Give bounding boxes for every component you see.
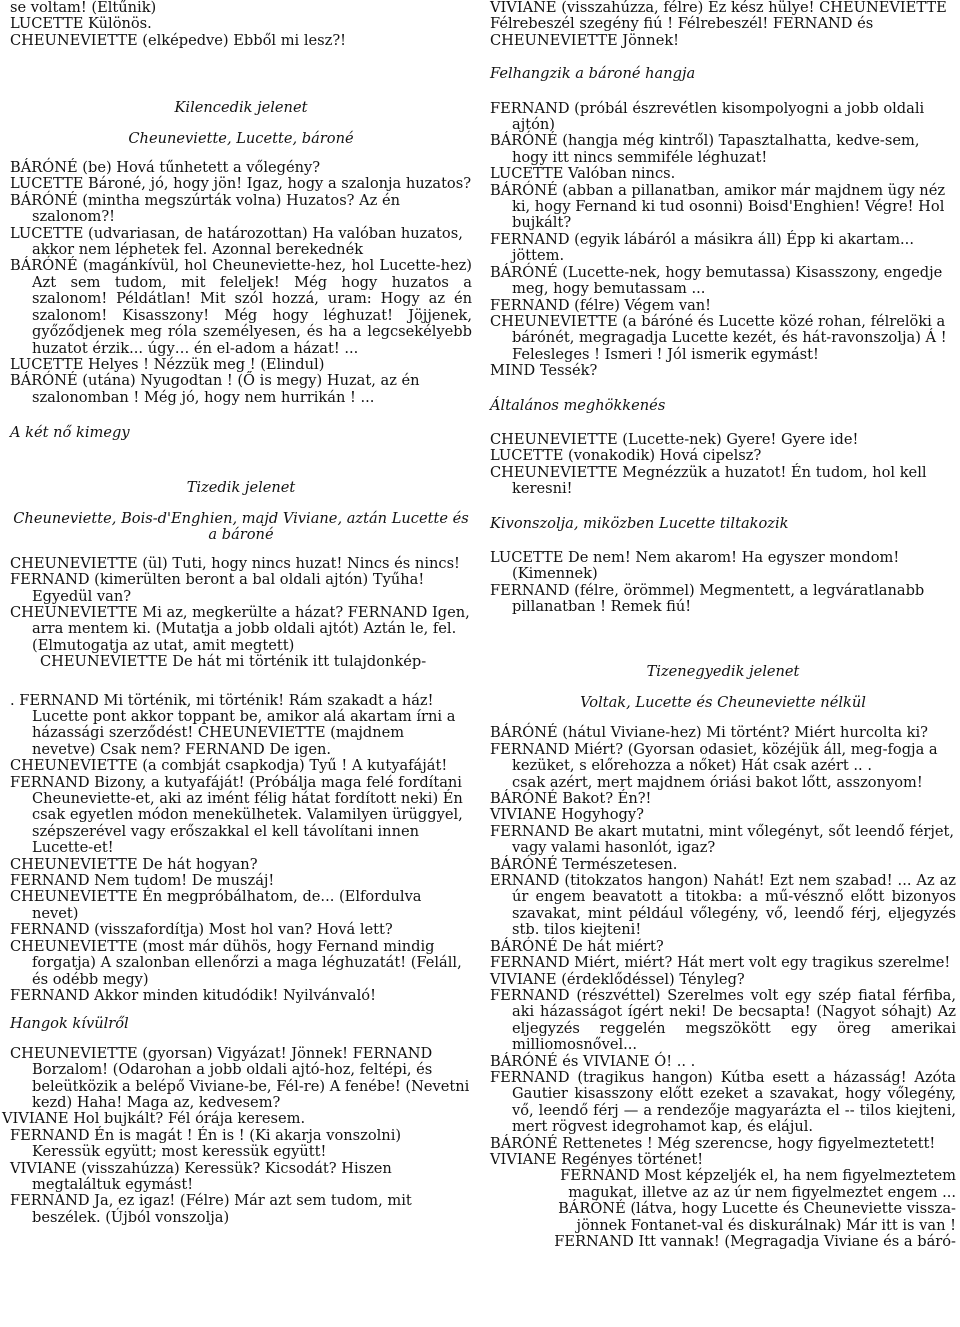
dialogue-line: LUCETTE De nem! Nem akarom! Ha egyszer mondom! (Kimennek) xyxy=(490,548,900,583)
stage-direction: Hangok kívülről xyxy=(10,1015,129,1033)
dialogue-line: CHEUNEVIETTE De hát mi történik itt tulajdonkép- xyxy=(40,653,427,671)
dialogue-line: CHEUNEVIETTE Én megpróbálhatom, de... (Elfordulva nevet) xyxy=(10,888,422,922)
dialogue-line: FERNAND Miért, miért? Hát mert volt egy tragikus szerelme! xyxy=(490,954,951,972)
dialogue-line: BÁRÓNÉ (hátul Viviane-hez) Mi történt? Miért hurcolta ki? xyxy=(490,724,928,742)
dialogue-line: FERNAND Miért? (Gyorsan odasiet, közéjük áll, meg-fogja a kezüket, s előrehozza a nőket) Hát csak azért .. . xyxy=(490,740,938,775)
scene-heading: Voltak, Lucette és Cheuneviette nélkül xyxy=(580,694,866,711)
dialogue-line: CHEUNEVIETTE (a combját csapkodja) Tyű ! A kutyafáját! xyxy=(10,757,448,775)
stage-direction: Felhangzik a bároné hangja xyxy=(490,65,696,83)
stage-direction: Általános meghökkenés xyxy=(490,396,666,414)
dialogue-line: FERNAND Én is magát ! Én is ! (Ki akarja vonszolni) Keressük együtt; most keressük együtt! xyxy=(10,1126,402,1161)
dialogue-line: LUCETTE (udvariasan, de határozottan) Ha valóban huzatos, akkor nem léphetek fel. Azonnal berekednék xyxy=(10,224,463,259)
dialogue-line: LUCETTE (vonakodik) Hová cipelsz? xyxy=(490,447,762,465)
dialogue-line: FERNAND Be akart mutatni, mint vőlegényt, sőt leendő férjet, vagy valami hasonlót, igaz? xyxy=(490,822,954,857)
scene-heading: Tizedik jelenet xyxy=(186,478,296,496)
dialogue-line: FERNAND Akkor minden kitudódik! Nyilvánvaló! xyxy=(10,986,376,1004)
dialogue-line: CHEUNEVIETTE (most már dühös, hogy Fernand mindig forgatja) A szalonban ellenőrzi a maga léghuzatát! (Feláll, és odébb megy) xyxy=(10,937,462,988)
dialogue-line: FERNAND (próbál észrevétlen kisompolyogni a jobb oldali ajtón) xyxy=(490,99,925,134)
stage-direction: Kivonszolja, miközben Lucette tiltakozik xyxy=(490,514,789,532)
dialogue-line: BÁRÓNÉ (hangja még kintről) Tapasztalhatta, kedve-sem, hogy itt nincs semmiféle léghuzat! xyxy=(490,132,920,166)
dialogue-line: CHEUNEVIETTE (elképedve) Ebből mi lesz?! xyxy=(10,31,347,49)
dialogue-line: BÁRÓNÉ (mintha megszúrták volna) Huzatos? Az én szalonom?! xyxy=(10,191,401,226)
dialogue-line: FERNAND (egyik lábáról a másikra áll) Épp ki akartam... jöttem. xyxy=(490,230,914,265)
dialogue-line: BÁRÓNÉ (be) Hová tűnhetett a vőlegény? xyxy=(10,159,321,177)
dialogue-line: csak azért, mert majdnem óriási bakot lőtt, asszonyom! xyxy=(512,773,923,791)
dialogue-line: CHEUNEVIETTE (gyorsan) Vigyázat! Jönnek! FERNAND Borzalom! (Odarohan a jobb oldali ajtó-hoz, feltépi, és beleütközik a belépő Viviane-be, Fél-re) A fenébe! (Nevetni kezd) Haha! Maga az, kedvesem? xyxy=(10,1044,470,1111)
dialogue-line: se voltam! (Eltűnik) xyxy=(10,0,157,16)
dialogue-line: LUCETTE Valóban nincs. xyxy=(490,165,676,183)
dialogue-line: VIVIANE Hogyhogy? xyxy=(490,806,644,824)
dialogue-line: BÁRÓNÉ Természetesen. xyxy=(490,855,678,873)
dialogue-line: FERNAND Bizony, a kutyafáját! (Próbálja maga felé fordítani Cheuneviette-et, aki az imént félig hátat fordított neki) Én csak egyetlen módon menekülhetek. Valamilyen ürüggyel, szépszerével vagy erőszakkal el kell távolítani innen Lucette-et! xyxy=(10,773,463,857)
dialogue-line: CHEUNEVIETTE (ül) Tuti, hogy nincs huzat! Nincs és nincs! xyxy=(10,554,460,572)
left-column xyxy=(2,0,472,1226)
dialogue-line: FERNAND (tragikus hangon) Kútba esett a házasság! Azóta Gautier kisasszony előtt ezeket a szavakat, hogy vőlegény, vő, leendő férj — a rendezője magyarázta el -- tilos kiejteni, mert rögvest idegrohamot kap, és elájul. xyxy=(490,1068,956,1136)
dialogue-line: FERNAND Ja, ez igaz! (Félre) Már azt sem tudom, mit beszélek. (Újból vonszolja) xyxy=(10,1192,412,1226)
dialogue-line: FERNAND (részvéttel) Szerelmes volt egy szép fiatal férfiba, aki házasságot ígért neki! De becsapta! (Nagyot sóhajt) Az eljegyzés reggelén megszökött egy öreg amerikai milliomosnővel... xyxy=(490,986,956,1054)
scene-heading: Kilencedik jelenet xyxy=(174,99,308,117)
dialogue-line: VIVIANE (érdeklődéssel) Tényleg? xyxy=(490,970,745,988)
dialogue-line: VIVIANE (visszahúzza) Keressük? Kicsodát? Hiszen megtaláltuk egymást! xyxy=(10,1159,392,1193)
dialogue-line: FERNAND (kimerülten beront a bal oldali ajtón) Tyűha! Egyedül van? xyxy=(10,571,425,605)
right-column xyxy=(490,0,956,1250)
dialogue-line: BÁRÓNÉ Rettenetes ! Még szerencse, hogy figyelmeztetett! xyxy=(490,1134,936,1152)
dialogue-line: FERNAND (félre, örömmel) Megmentett, a legváratlanabb pillanatban ! Remek fiú! xyxy=(490,581,925,616)
stage-direction: A két nő kimegy xyxy=(10,424,130,442)
dialogue-line: VIVIANE Regényes történet! xyxy=(490,1150,704,1168)
dialogue-line: BÁRÓNÉ (magánkívül, hol Cheuneviette-hez, hol Lucette-hez) Azt sem tudom, mit feleljek! Még hogy huzatos a szalonom! Példátlan! Mit szól hozzá, uram: Hogy az én szalonom! Kisasszony! Még hogy léghuzat! Jöjjenek, győződjenek meg róla személyesen, és ha a legcsekélyebb huzatot érzik... úgy… én el-adom a házat! ... xyxy=(10,257,472,357)
scene-heading: Tizenegyedik jelenet xyxy=(646,662,800,680)
dialogue-line: VIVIANE Hol bujkált? Fél órája keresem. xyxy=(2,1110,306,1128)
dialogue-line: BÁRÓNÉ (Lucette-nek, hogy bemutassa) Kisasszony, engedje meg, hogy bemutassam ... xyxy=(490,263,943,298)
dialogue-line: VIVIANE (visszahúzza, félre) Ez kész hülye! CHEUNEVIETTE Félrebeszél szegény fiú ! Félrebeszél! FERNAND és CHEUNEVIETTE Jönnek! xyxy=(490,0,947,49)
dialogue-line: CHEUNEVIETTE De hát hogyan? xyxy=(10,855,258,873)
dialogue-line: FERNAND (visszafordítja) Most hol van? Hová lett? xyxy=(10,921,393,939)
scene-heading: Cheuneviette, Bois-d'Enghien, majd Viviane, aztán Lucette és a bároné xyxy=(13,509,469,544)
dialogue-line: LUCETTE Bároné, jó, hogy jön! Igaz, hogy a szalonja huzatos? xyxy=(10,175,472,193)
dialogue-line: CHEUNEVIETTE (Lucette-nek) Gyere! Gyere ide! xyxy=(490,430,859,448)
scene-heading: Cheuneviette, Lucette, bároné xyxy=(128,129,354,147)
dialogue-line: BÁRÓNÉ (utána) Nyugodtan ! (Ő is megy) Huzat, az én szalonomban ! Még jó, hogy nem hurrikán ! ... xyxy=(10,372,420,406)
dialogue-line: LUCETTE Helyes ! Nézzük meg ! (Elindul) xyxy=(10,355,325,373)
dialogue-line: FERNAND (félre) Végem van! xyxy=(490,296,712,314)
dialogue-line: CHEUNEVIETTE Mi az, megkerülte a házat? FERNAND Igen, arra mentem ki. (Mutatja a jobb oldali ajtót) Aztán le, fel. (Elmutogatja az utat, amit megtett) xyxy=(10,603,470,654)
dialogue-line: BÁRÓNÉ De hát miért? xyxy=(490,937,664,955)
dialogue-line: CHEUNEVIETTE (a báróné és Lucette közé rohan, félrelöki a bárónét, megragadja Lucette kezét, és hát-ravonszolja) Á ! Felesleges ! Ismeri ! Jól ismerik egymást! xyxy=(490,312,947,363)
dialogue-line: CHEUNEVIETTE Megnézzük a huzatot! Én tudom, hol kell keresni! xyxy=(490,463,927,498)
dialogue-line: BÁRÓNÉ és VIVIANE Ó! .. . xyxy=(490,1052,696,1070)
dialogue-line: . FERNAND Mi történik, mi történik! Rám szakadt a ház! Lucette pont akkor toppant be, amikor alá akartam írni a házassági szerződést! CHEUNEVIETTE (majdnem nevetve) Csak nem? FERNAND De igen. xyxy=(10,691,456,758)
dialogue-line: FERNAND Nem tudom! De muszáj! xyxy=(10,872,275,890)
dialogue-line: FERNAND Most képzeljék el, ha nem figyelmeztetem magukat, illetve az az úr nem figyelmeztet engem ... BÁRÓNÉ (látva, hogy Lucette és Cheuneviette vissza-jönnek Fontanet-val és diskurálnak) Már itt is van ! FERNAND Itt vannak! (Megragadja Viviane és a báró- xyxy=(554,1167,956,1250)
dialogue-line: ERNAND (titokzatos hangon) Nahát! Ezt nem szabad! ... Az az úr engem beavatott a titokba: a mű-vésznő előtt bizonyos szavakat, mint például vőlegény, vő, leendő férj, eljegyzés stb. tilos kiejteni! xyxy=(490,872,956,939)
dialogue-line: BÁRÓNÉ Bakot? Én?! xyxy=(490,790,652,808)
dialogue-line: LUCETTE Különös. xyxy=(10,15,152,33)
dialogue-line: MIND Tessék? xyxy=(490,362,598,380)
dialogue-line: BÁRÓNÉ (abban a pillanatban, amikor már majdnem ügy néz ki, hogy Fernand ki tud osonni) Boisd'Enghien! Végre! Hol bujkált? xyxy=(490,181,946,232)
